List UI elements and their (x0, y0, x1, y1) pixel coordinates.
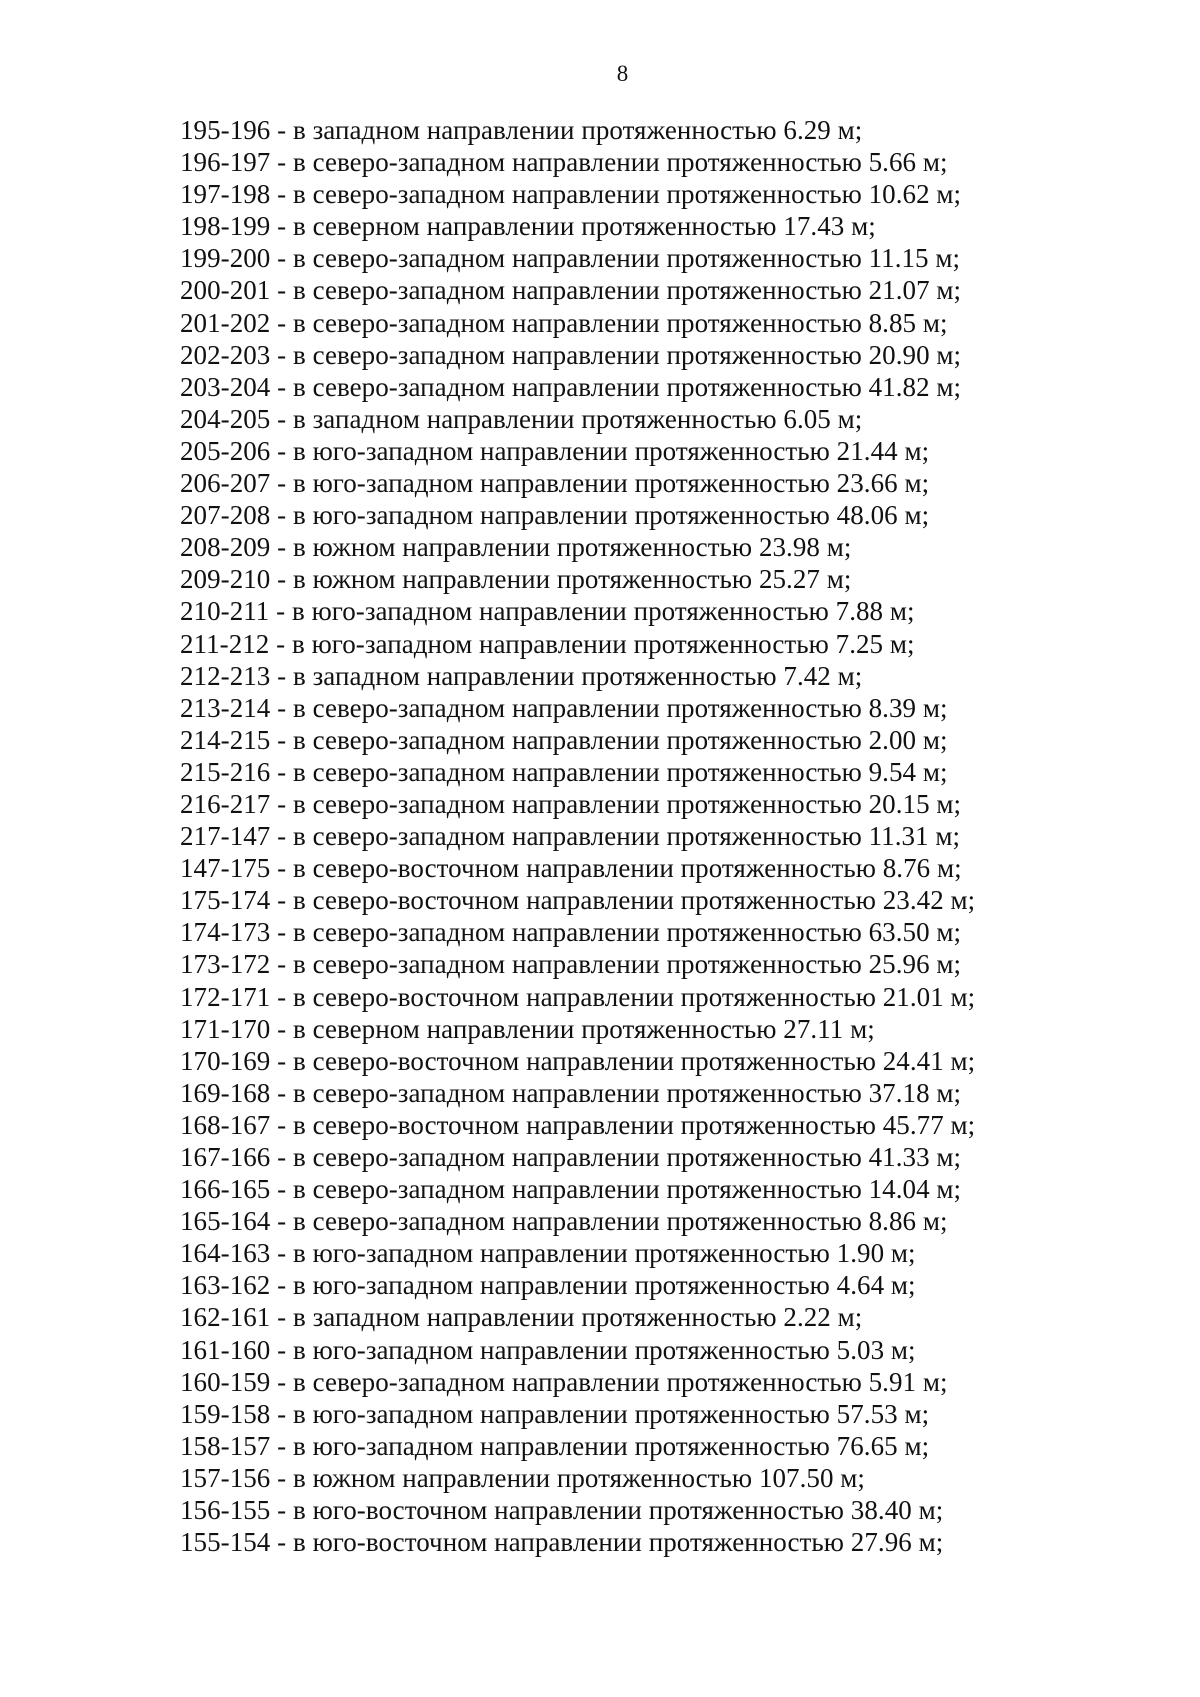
boundary-segment-line: 155-154 - в юго-восточном направлении протяженностью 27.96 м; (180, 1527, 944, 1558)
boundary-segment-line: 164-163 - в юго-западном направлении протяженностью 1.90 м; (180, 1238, 916, 1269)
boundary-segment-line: 212-213 - в западном направлении протяженностью 7.42 м; (180, 660, 863, 691)
boundary-segment-line: 215-216 - в северо-западном направлении протяженностью 9.54 м; (180, 756, 948, 787)
boundary-segment-line: 217-147 - в северо-западном направлении протяженностью 11.31 м; (180, 821, 961, 852)
boundary-segment-line: 147-175 - в северо-восточном направлении протяженностью 8.76 м; (180, 853, 962, 884)
boundary-segment-line: 216-217 - в северо-западном направлении протяженностью 20.15 м; (180, 788, 962, 819)
boundary-segment-line: 173-172 - в северо-западном направлении протяженностью 25.96 м; (180, 949, 962, 980)
boundary-segment-line: 171-170 - в северном направлении протяженностью 27.11 м; (180, 1013, 875, 1044)
boundary-segment-line: 156-155 - в юго-восточном направлении протяженностью 38.40 м; (180, 1495, 944, 1526)
boundary-segment-line: 175-174 - в северо-восточном направлении протяженностью 23.42 м; (180, 885, 976, 916)
boundary-segment-line: 200-201 - в северо-западном направлении протяженностью 21.07 м; (180, 275, 962, 306)
boundary-segment-line: 205-206 - в юго-западном направлении протяженностью 21.44 м; (180, 435, 930, 466)
boundary-segment-line: 211-212 - в юго-западном направлении протяженностью 7.25 м; (180, 628, 915, 659)
boundary-segment-line: 170-169 - в северо-восточном направлении протяженностью 24.41 м; (180, 1045, 976, 1076)
boundary-segment-line: 157-156 - в южном направлении протяженностью 107.50 м; (180, 1462, 865, 1493)
boundary-segment-line: 208-209 - в южном направлении протяженностью 23.98 м; (180, 532, 852, 563)
boundary-segment-line: 160-159 - в северо-западном направлении протяженностью 5.91 м; (180, 1366, 948, 1397)
boundary-segment-line: 207-208 - в юго-западном направлении протяженностью 48.06 м; (180, 500, 930, 531)
boundary-segment-line: 201-202 - в северо-западном направлении протяженностью 8.85 м; (180, 307, 948, 338)
boundary-segment-line: 172-171 - в северо-восточном направлении протяженностью 21.01 м; (180, 981, 976, 1012)
boundary-segment-line: 203-204 - в северо-западном направлении протяженностью 41.82 м; (180, 371, 962, 402)
boundary-segment-line: 161-160 - в юго-западном направлении протяженностью 5.03 м; (180, 1334, 916, 1365)
boundary-segment-line: 210-211 - в юго-западном направлении протяженностью 7.88 м; (180, 596, 915, 627)
boundary-segment-line: 158-157 - в юго-западном направлении протяженностью 76.65 м; (180, 1430, 930, 1461)
boundary-segment-list (180, 114, 975, 1558)
boundary-segment-line: 196-197 - в северо-западном направлении протяженностью 5.66 м; (180, 147, 948, 178)
boundary-segment-line: 159-158 - в юго-западном направлении протяженностью 57.53 м; (180, 1398, 930, 1429)
boundary-segment-line: 169-168 - в северо-западном направлении протяженностью 37.18 м; (180, 1077, 962, 1108)
boundary-segment-line: 162-161 - в западном направлении протяженностью 2.22 м; (180, 1302, 863, 1333)
boundary-segment-line: 209-210 - в южном направлении протяженностью 25.27 м; (180, 564, 852, 595)
boundary-segment-line: 204-205 - в западном направлении протяженностью 6.05 м; (180, 403, 863, 434)
boundary-segment-line: 213-214 - в северо-западном направлении протяженностью 8.39 м; (180, 692, 948, 723)
boundary-segment-line: 198-199 - в северном направлении протяженностью 17.43 м; (180, 211, 876, 242)
page-number: 8 (616, 61, 629, 86)
boundary-segment-line: 168-167 - в северо-восточном направлении протяженностью 45.77 м; (180, 1109, 976, 1140)
boundary-segment-line: 167-166 - в северо-западном направлении протяженностью 41.33 м; (180, 1142, 962, 1172)
boundary-segment-line: 166-165 - в северо-западном направлении протяженностью 14.04 м; (180, 1174, 962, 1205)
boundary-segment-line: 174-173 - в северо-западном направлении протяженностью 63.50 м; (180, 917, 962, 948)
boundary-segment-line: 163-162 - в юго-западном направлении протяженностью 4.64 м; (180, 1270, 916, 1301)
boundary-segment-line: 199-200 - в северо-западном направлении протяженностью 11.15 м; (180, 243, 961, 274)
boundary-segment-line: 214-215 - в северо-западном направлении протяженностью 2.00 м; (180, 724, 948, 755)
boundary-segment-line: 195-196 - в западном направлении протяженностью 6.29 м; (180, 115, 863, 145)
boundary-segment-line: 206-207 - в юго-западном направлении протяженностью 23.66 м; (180, 468, 930, 499)
boundary-segment-line: 202-203 - в северо-западном направлении протяженностью 20.90 м; (180, 339, 962, 370)
boundary-segment-line: 165-164 - в северо-западном направлении протяженностью 8.86 м; (180, 1206, 948, 1237)
boundary-segment-line: 197-198 - в северо-западном направлении протяженностью 10.62 м; (180, 179, 962, 210)
